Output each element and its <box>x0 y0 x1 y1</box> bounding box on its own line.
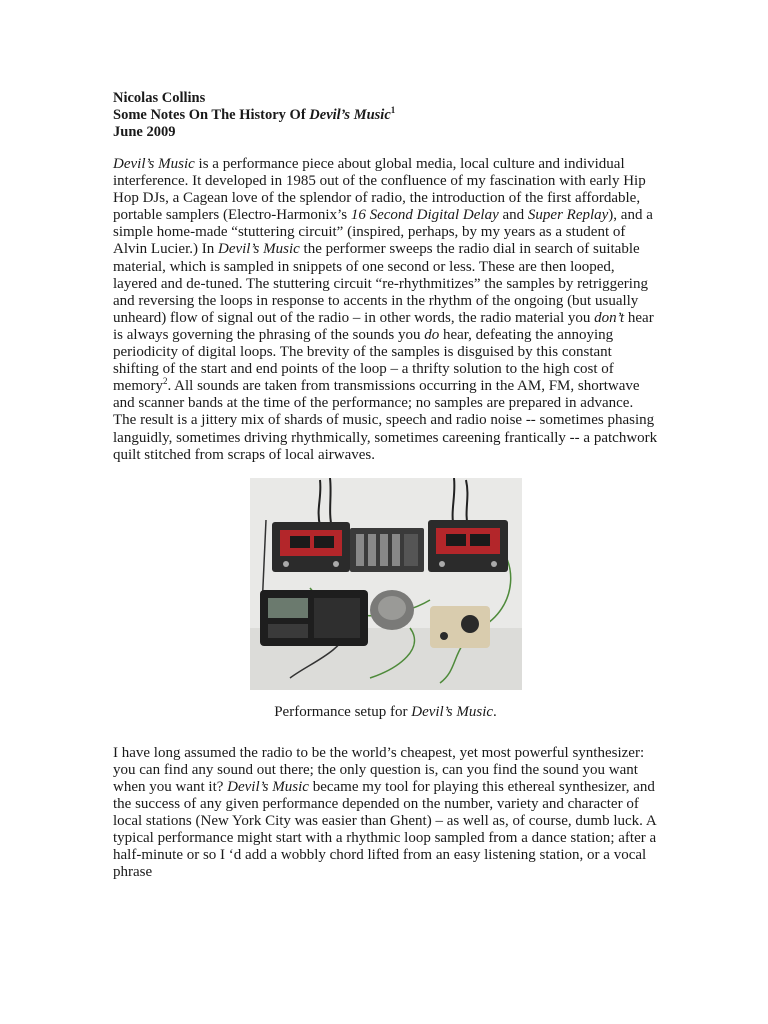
caption-italic-title: Devil’s Music <box>411 703 494 720</box>
document-date: June 2009 <box>113 124 176 140</box>
paragraph-intro <box>113 156 658 464</box>
italic-work-title: Devil’s Music <box>217 241 300 258</box>
figure <box>113 478 658 721</box>
italic-emphasis: don’t <box>594 309 625 326</box>
paragraph-radio-synth <box>113 745 658 882</box>
text-span: hear is always governing the phrasing of the sounds you <box>113 309 654 343</box>
text-span: ), and a simple home-made “stuttering circuit” (inspired, perhaps, by my years as a student of Alvin Lucier.) In <box>113 207 653 258</box>
italic-work-title: Devil’s Music <box>113 156 195 172</box>
italic-emphasis: do <box>424 326 440 343</box>
document-page <box>113 90 658 881</box>
italic-product-name: 16 Second Digital Delay <box>350 207 499 224</box>
text-span: is a performance piece about global media, local culture and individual interference. It developed in 1985 out of the confluence of my fascination with early Hip Hop DJs, a Cagean love of the splendor of radio, the introduction of the first affordable, portable samplers (Electro-Harmonix’s <box>113 156 646 224</box>
figure-caption <box>274 704 497 721</box>
text-span: became my tool for playing this ethereal synthesizer, and the success of any given performance depended on the number, variety and character of local stations (New York City was easier than Ghent) – as well as, of course, dumb luck. A typical performance might start with a rhythmic loop sampled from a dance station; after a half-minute or so I ‘d add a wobbly chord lifted from an easy listening station, or a vocal phrase <box>113 778 657 881</box>
footnote-ref-1[interactable]: 1 <box>390 105 396 116</box>
caption-text: Performance setup for <box>274 703 412 720</box>
document-title <box>113 107 658 124</box>
caption-suffix: . <box>493 703 497 720</box>
text-span: and <box>498 207 528 224</box>
footnote-ref-2[interactable]: 2 <box>163 376 168 387</box>
italic-work-title: Devil’s Music <box>227 778 309 795</box>
text-span: I have long assumed the radio to be the world’s cheapest, yet most powerful synthesizer: you can find any sound out there; the only question is, can you find the sound you want when you want it? <box>113 744 645 795</box>
text-span: hear, defeating the annoying periodicity of digital loops. The brevity of the samples is disguised by this constant shifting of the start and end points of the loop – a thrifty solution to the high cost of memory <box>113 326 614 395</box>
text-span: the performer sweeps the radio dial in search of suitable material, which is sampled in snippets of one second or less. These are then looped, layered and de-tuned. The stuttering circuit “re-rhythmitizes” the samples by retriggering and reversing the loops in response to accents in the rhythm of the ongoing (but usually unheard) flow of signal out of the radio – in other words, the radio material you <box>113 241 648 326</box>
text-span: . All sounds are taken from transmissions occurring in the AM, FM, shortwave and scanner bands at the time of the performance; no samples are prepared in advance. The result is a jittery mix of shards of music, speech and radio noise -- sometimes phasing languidly, sometimes driving rhythmically, sometimes careening frantically -- a patchwork quilt stitched from scraps of local airwaves. <box>113 378 658 463</box>
title-italic: Devil’s Music <box>309 107 391 123</box>
italic-product-name: Super Replay <box>527 207 609 224</box>
title-prefix: Some Notes On The History Of <box>113 107 310 123</box>
author-name: Nicolas Collins <box>113 90 206 106</box>
performance-setup-photo <box>250 478 522 690</box>
